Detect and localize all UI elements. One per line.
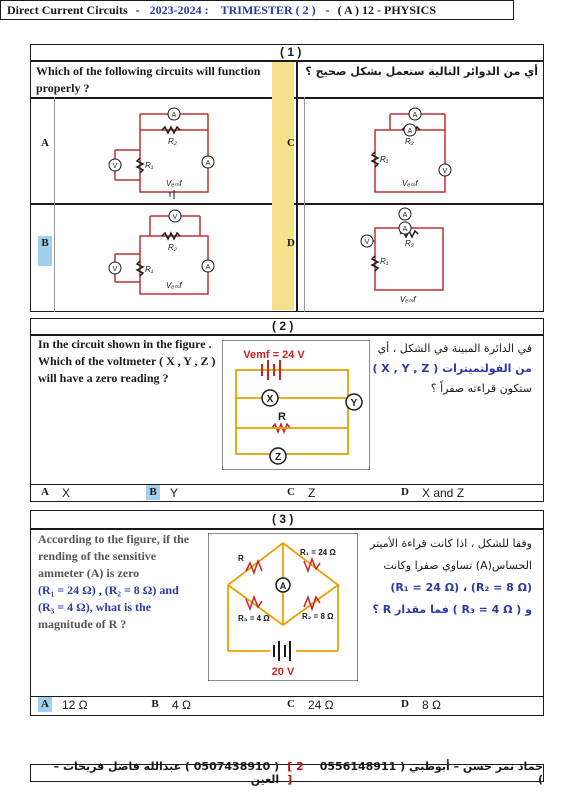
question-3-number: ( 3 ) <box>272 512 294 526</box>
q1-circuit-a <box>100 100 230 200</box>
q1-option-col-left <box>54 97 55 312</box>
q2-option-a[interactable]: A X <box>41 485 71 500</box>
q3-option-d[interactable]: D 8 Ω <box>401 697 441 712</box>
header-subject: Direct Current Circuits <box>7 2 128 17</box>
svg-text:A: A <box>402 212 408 219</box>
svg-text:20 V: 20 V <box>271 666 295 678</box>
q2-option-d[interactable]: D X and Z <box>401 485 465 500</box>
q1-vertical-divider <box>296 60 298 312</box>
q2-options-bar <box>30 484 544 500</box>
q2-circuit <box>222 340 370 470</box>
svg-text:X: X <box>266 394 274 405</box>
footer-page: [ 2 ] <box>287 760 304 786</box>
q1-circuit-c <box>360 100 470 200</box>
svg-text:A: A <box>205 160 211 167</box>
q1-option-col-right <box>304 97 305 312</box>
q1-circuit-b <box>100 206 230 306</box>
question-1-number: ( 1 ) <box>280 45 302 59</box>
svg-text:R₂: R₂ <box>168 137 177 146</box>
svg-text:R₁: R₁ <box>380 155 389 164</box>
svg-text:R₃ = 4 Ω: R₃ = 4 Ω <box>238 614 270 623</box>
svg-text:A: A <box>412 112 418 119</box>
svg-text:R: R <box>238 554 244 563</box>
svg-text:Vₑₘf: Vₑₘf <box>166 281 182 290</box>
svg-text:V: V <box>112 163 118 170</box>
header-year: 2023-2024 : <box>149 2 209 17</box>
svg-text:Vₑₘf: Vₑₘf <box>400 295 416 304</box>
svg-text:A: A <box>407 128 413 135</box>
svg-text:R₂: R₂ <box>405 239 414 248</box>
q3-option-b[interactable]: B 4 Ω <box>151 697 191 712</box>
svg-text:Y: Y <box>350 398 358 409</box>
q3-option-c[interactable]: C 24 Ω <box>287 697 334 712</box>
q3-option-a[interactable]: A 12 Ω <box>38 697 88 712</box>
header-term: TRIMESTER ( 2 ) <box>220 2 316 17</box>
question-3-text-ar: وفقا للشكل ، اذا كانت قراءة الأميتر الحساس(A) تساوي صفرا وكانت (R₂ = 8 Ω) ، (R₁ = 24 Ω) و ( R₃ = 4 Ω ) فما مقدار R ؟ <box>370 537 532 616</box>
q1-circuit-d <box>355 206 465 306</box>
page-header: Direct Current Circuits - 2023-2024 : TRIMESTER ( 2 ) - ( A ) 12 - PHYSICS <box>0 0 514 20</box>
svg-text:Vₑₘf: Vₑₘf <box>402 179 418 188</box>
svg-text:A: A <box>279 581 287 591</box>
svg-text:R₂ = 8 Ω: R₂ = 8 Ω <box>302 612 334 621</box>
question-2-text-en: In the circuit shown in the figure . Which of the voltmeter ( X , Y , Z ) will have a zero reading ? <box>38 337 216 385</box>
header-grade: ( A ) 12 - PHYSICS <box>337 2 436 17</box>
svg-text:R₁: R₁ <box>145 265 154 274</box>
svg-text:R: R <box>278 411 286 423</box>
svg-text:V: V <box>364 239 370 246</box>
question-1-text-en: Which of the following circuits will function properly ? <box>36 64 261 95</box>
q3-circuit <box>208 533 358 681</box>
svg-text:Z: Z <box>274 452 282 463</box>
svg-text:R₁ = 24 Ω: R₁ = 24 Ω <box>300 548 336 557</box>
q1-option-d-letter[interactable]: D <box>287 237 295 249</box>
q1-option-b-letter[interactable]: B <box>38 236 52 266</box>
q1-option-a-letter[interactable]: A <box>41 137 49 149</box>
question-1-text-ar: أي من الدوائر التالية ستعمل بشكل صحيح ؟ <box>305 65 538 78</box>
svg-text:V: V <box>442 168 448 175</box>
svg-text:A: A <box>205 264 211 271</box>
svg-text:Vₑₘf: Vₑₘf <box>166 179 182 188</box>
q1-option-c-letter[interactable]: C <box>287 137 295 149</box>
footer-left: ( 0507438910 ) عبدالله فاضل فريحات – العين <box>53 760 280 786</box>
question-3-text-en: According to the figure, if the rending of the sensitive ammeter (A) is zero (R₁ = 24 Ω) , (R₂ = 8 Ω) and (R₃ = 4 Ω), what is the magnitude of R ? <box>38 532 190 631</box>
svg-text:V: V <box>172 214 178 221</box>
q2-option-b[interactable]: B Y <box>146 485 178 500</box>
svg-text:V: V <box>112 266 118 273</box>
question-2-text-ar-3: ستكون قراءته صفراً ؟ <box>430 382 532 395</box>
question-2-text-ar-1: في الدائرة المبينة في الشكل ، أي <box>377 342 532 355</box>
q1a-ammeter-top: A <box>171 112 177 119</box>
q2-option-c[interactable]: C Z <box>287 485 316 500</box>
question-2-number: ( 2 ) <box>272 319 294 333</box>
q1-yellow-bar <box>272 62 294 310</box>
svg-text:R₁: R₁ <box>145 161 154 170</box>
q2-vemf-label: Vemf = 24 V <box>243 349 305 361</box>
q3-top-divider <box>30 528 544 530</box>
svg-text:R₁: R₁ <box>380 257 389 266</box>
q3-options-bar <box>30 696 544 712</box>
question-2-text-ar-2: من الفولتميترات ( X , Y , Z ) <box>372 362 532 375</box>
svg-text:R₂: R₂ <box>168 243 177 252</box>
svg-text:A: A <box>402 226 408 233</box>
svg-text:R₂: R₂ <box>405 137 414 146</box>
page-footer <box>30 760 544 786</box>
footer-right: حماد نمر حسن – أبوظبي ( 0556148911 ) <box>319 760 543 786</box>
